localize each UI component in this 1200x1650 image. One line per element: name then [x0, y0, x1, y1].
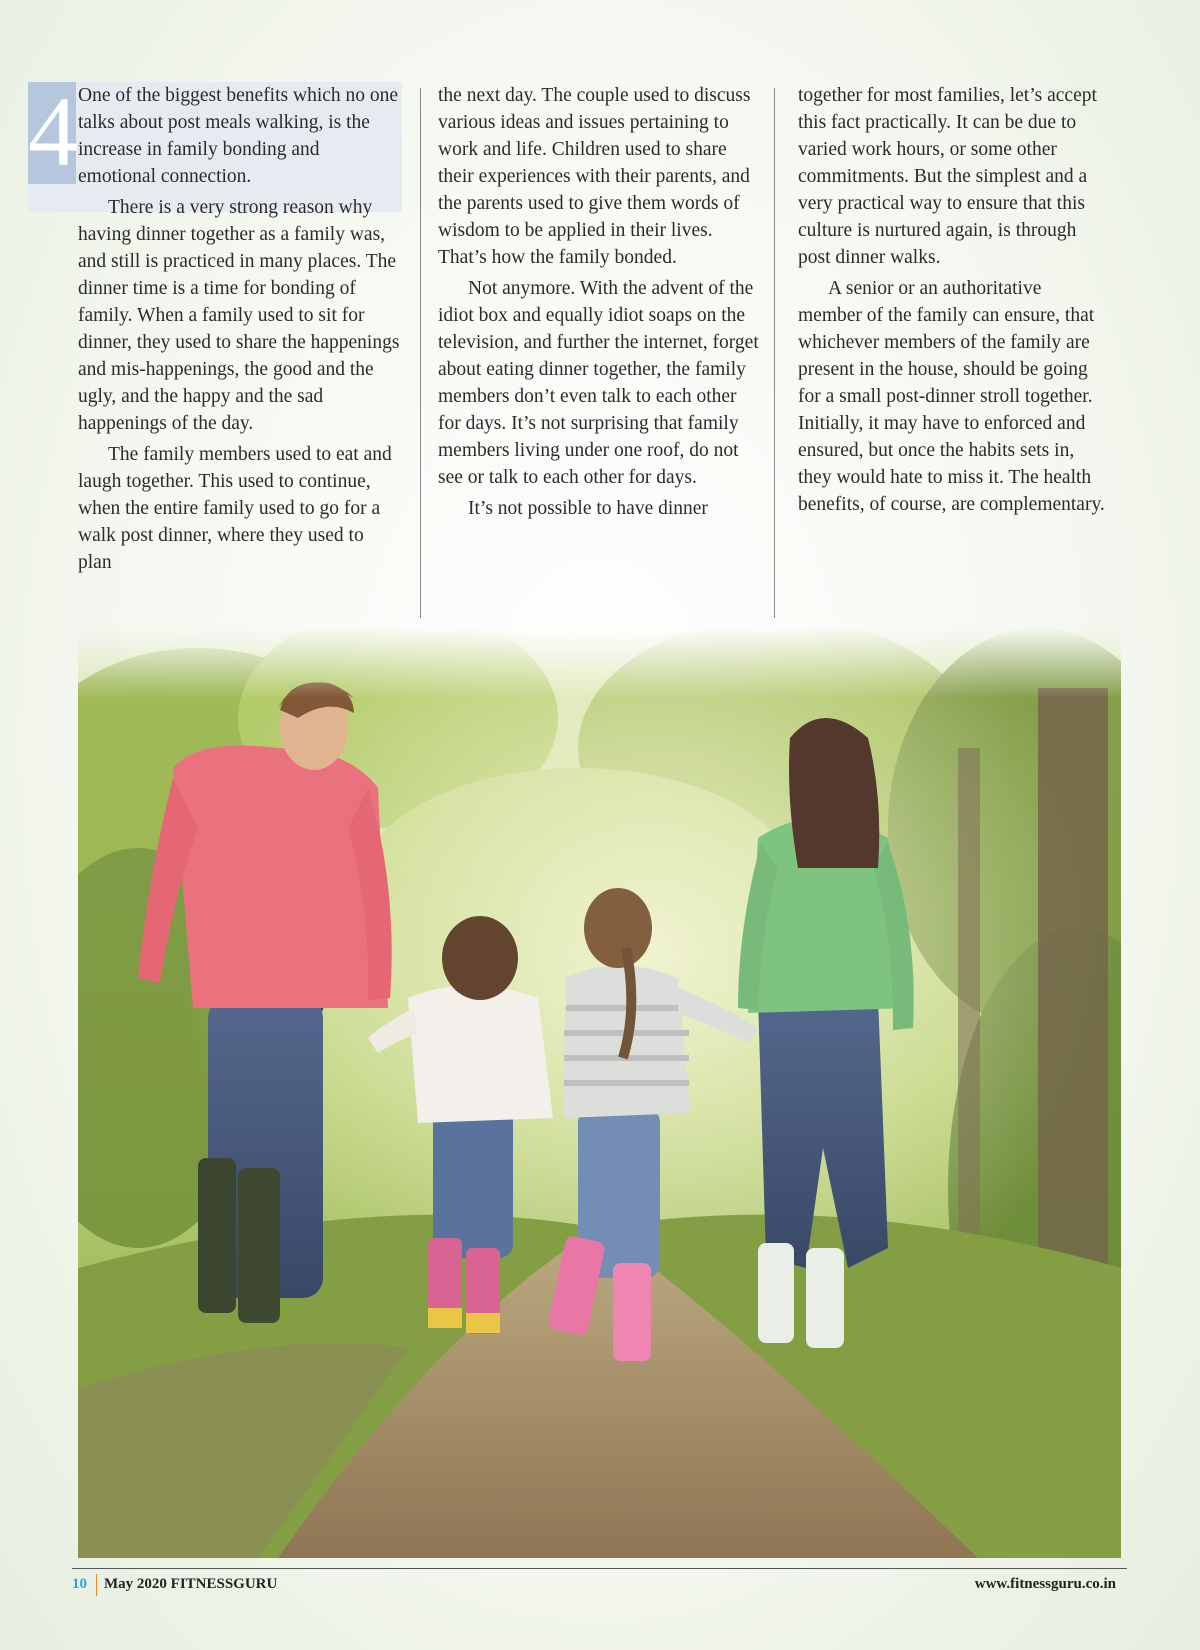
- paragraph: The family members used to eat and laugh together. This used to continue, when the entire family used to go for a walk post dinner, where they used to plan: [78, 444, 392, 573]
- footer-rule: [72, 1568, 1127, 1569]
- paragraph: the next day. The couple used to discuss various ideas and issues pertaining to work and life. Children used to share their experiences with their parents, and the parents used to give them words of wisdom to be applied in their lives. That’s how the family bonded.: [438, 85, 751, 268]
- column-1: [78, 82, 400, 580]
- article-body: [78, 82, 1110, 632]
- paragraph: There is a very strong reason why having dinner together as a family was, and still is practiced in many places. The dinner time is a time for bonding of family. When a family used to sit for dinner, they used to share the happenings and mis-happenings, the good and the ugly, and the happy and the sad happenings of the day.: [78, 197, 400, 434]
- paragraph: together for most families, let’s accept this fact practically. It can be due to varied work hours, or some other commitments. But the simplest and a very practical way to ensure that this culture is nurtured again, is through post dinner walks.: [798, 85, 1097, 268]
- issue-label: May 2020 FITNESSGURU: [104, 1576, 278, 1592]
- section-number: 4: [28, 76, 78, 187]
- family-walk-photo: [78, 628, 1121, 1558]
- paragraph: It’s not possible to have dinner: [468, 498, 708, 519]
- website-link[interactable]: www.fitnessguru.co.in: [974, 1576, 1116, 1592]
- column-2: [438, 82, 760, 526]
- footer-separator: [96, 1574, 97, 1596]
- paragraph: Not anymore. With the advent of the idiot box and equally idiot soaps on the television, and further the internet, forget about eating dinner together, the family members don’t even talk to each other for days. It’s not surprising that family members living under one roof, do not see or talk to each other for days.: [438, 278, 759, 488]
- column-divider: [420, 88, 421, 618]
- column-3: [798, 82, 1110, 522]
- page-footer: [72, 1574, 1122, 1598]
- paragraph: A senior or an authoritative member of the family can ensure, that whichever members of the family are present in the house, should be going for a small post-dinner stroll together. Initially, it may have to enforced and ensured, but once the habits sets in, they would hate to miss it. The health benefits, of course, are complementary.: [798, 278, 1105, 515]
- page-number: 10: [72, 1576, 87, 1592]
- column-divider: [774, 88, 775, 618]
- intro-paragraph: One of the biggest benefits which no one talks about post meals walking, is the increase in family bonding and emotional connection.: [78, 85, 399, 187]
